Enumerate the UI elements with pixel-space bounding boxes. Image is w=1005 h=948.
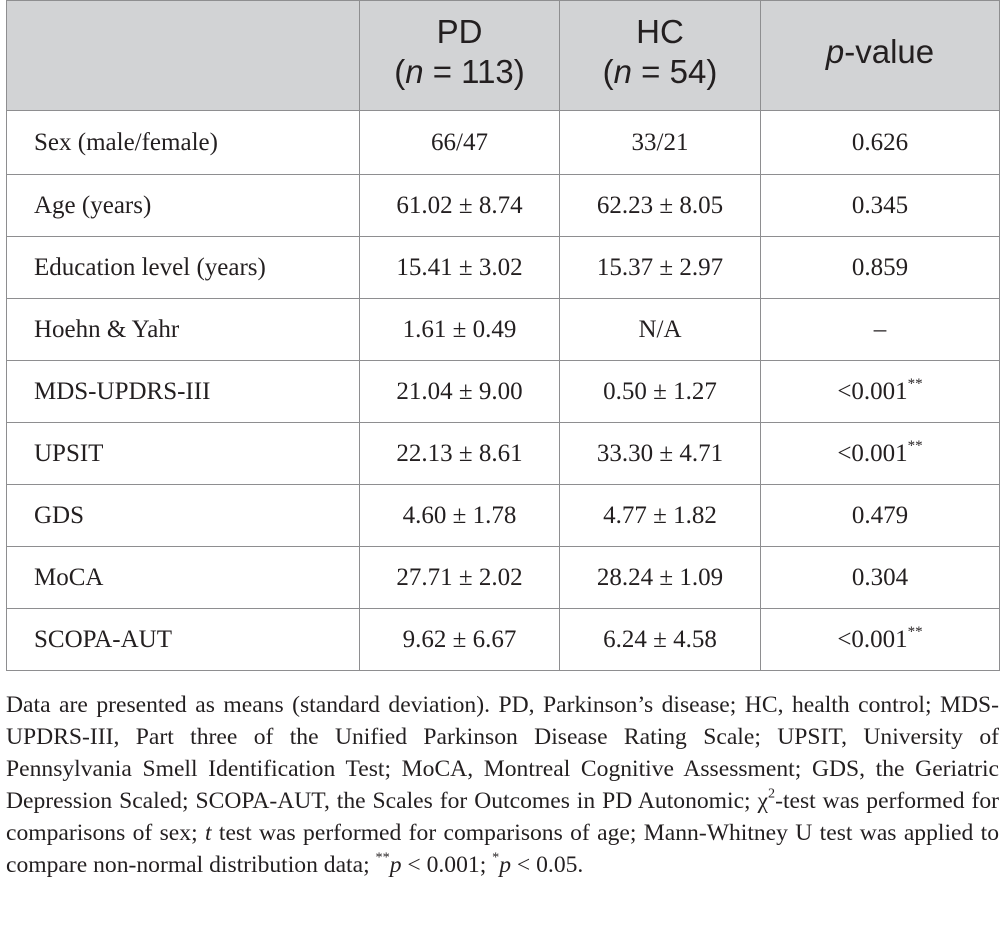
table-row xyxy=(7,299,1000,361)
table-row xyxy=(7,175,1000,237)
pd-value-cell: 9.62 ± 6.67 xyxy=(360,609,560,671)
p-value-cell: 0.345 xyxy=(761,175,1000,237)
row-label-cell: UPSIT xyxy=(7,423,360,485)
row-label-cell: Hoehn & Yahr xyxy=(7,299,360,361)
footnote-double-star: ** xyxy=(375,849,390,866)
table-body xyxy=(7,111,1000,671)
header-p-rest: -value xyxy=(844,32,935,70)
significance-stars: ** xyxy=(907,437,923,454)
footnote-text-5: < 0.05. xyxy=(511,852,584,878)
p-value-cell: 0.479 xyxy=(761,485,1000,547)
p-value-cell xyxy=(761,609,1000,671)
footnote-text-1: Data are presented as means (standard deviation). PD, Parkinson’s disease; HC, health control; MDS-UPDRS-III, Part three of the Unified Parkinson Disease Rating Scale; UPSIT, University of Pennsylvania Smell Identification Test; MoCA, Montreal Cognitive Assessment; GDS, the Geriatric Depression Scaled; SCOPA-AUT, the Scales for Outcomes in PD Autonomic; χ xyxy=(6,692,999,814)
hc-value-cell: 15.37 ± 2.97 xyxy=(560,237,761,299)
hc-value-cell: 62.23 ± 8.05 xyxy=(560,175,761,237)
pd-value-cell: 21.04 ± 9.00 xyxy=(360,361,560,423)
significance-stars: ** xyxy=(907,375,923,392)
header-p-italic: p xyxy=(825,32,845,70)
pd-value-cell: 22.13 ± 8.61 xyxy=(360,423,560,485)
p-value-cell xyxy=(761,361,1000,423)
p-value-cell: 0.304 xyxy=(761,547,1000,609)
header-hc-open-paren: ( xyxy=(602,52,614,90)
header-pd-count-value: = 113) xyxy=(423,52,525,90)
hc-value-cell: N/A xyxy=(560,299,761,361)
significance-stars: ** xyxy=(907,623,923,640)
header-p-value xyxy=(761,1,1000,111)
table-row xyxy=(7,361,1000,423)
p-value-cell: 0.859 xyxy=(761,237,1000,299)
table-row xyxy=(7,111,1000,175)
header-pd xyxy=(360,1,560,111)
header-hc-n: n xyxy=(613,52,633,90)
footnote-p-italic-1: p xyxy=(389,852,402,878)
pd-value-cell: 66/47 xyxy=(360,111,560,175)
table-footnote xyxy=(6,689,999,881)
footnote-text-4: < 0.001; xyxy=(401,852,493,878)
header-pd-label: PD xyxy=(436,12,483,50)
hc-value-cell: 4.77 ± 1.82 xyxy=(560,485,761,547)
row-label-cell: MDS-UPDRS-III xyxy=(7,361,360,423)
header-row xyxy=(7,1,1000,111)
pd-value-cell: 61.02 ± 8.74 xyxy=(360,175,560,237)
table-row xyxy=(7,423,1000,485)
pd-value-cell: 4.60 ± 1.78 xyxy=(360,485,560,547)
header-p-value-label xyxy=(761,32,999,72)
p-value-cell xyxy=(761,423,1000,485)
footnote-t-italic: t xyxy=(204,820,212,846)
p-value-cell: 0.626 xyxy=(761,111,1000,175)
table-row xyxy=(7,547,1000,609)
pd-value-cell: 15.41 ± 3.02 xyxy=(360,237,560,299)
header-hc xyxy=(560,1,761,111)
hc-value-cell: 0.50 ± 1.27 xyxy=(560,361,761,423)
header-pd-n: n xyxy=(405,52,424,90)
p-value-text: <0.001 xyxy=(837,439,908,467)
pd-value-cell: 1.61 ± 0.49 xyxy=(360,299,560,361)
demographics-table-container xyxy=(6,0,999,671)
table-row xyxy=(7,609,1000,671)
footnote-p-italic-2: p xyxy=(499,852,512,878)
header-pd-open-paren: ( xyxy=(394,52,406,90)
header-hc-count xyxy=(560,52,760,92)
footnote-single-star: * xyxy=(492,849,500,866)
hc-value-cell: 33/21 xyxy=(560,111,761,175)
row-label-cell: Education level (years) xyxy=(7,237,360,299)
footnote-text-3: test was performed for comparisons of age; Mann-Whitney U test was applied to compare non-normal distribution data; xyxy=(6,820,999,878)
header-pd-count xyxy=(360,52,559,92)
row-label-cell: Age (years) xyxy=(7,175,360,237)
header-corner-cell xyxy=(7,1,360,111)
p-value-text: <0.001 xyxy=(837,377,908,405)
hc-value-cell: 6.24 ± 4.58 xyxy=(560,609,761,671)
row-label-cell: MoCA xyxy=(7,547,360,609)
table-row xyxy=(7,485,1000,547)
hc-value-cell: 28.24 ± 1.09 xyxy=(560,547,761,609)
header-hc-count-value: = 54) xyxy=(632,52,718,90)
p-value-cell: – xyxy=(761,299,1000,361)
row-label-cell: Sex (male/female) xyxy=(7,111,360,175)
table-header xyxy=(7,1,1000,111)
p-value-text: <0.001 xyxy=(837,625,908,653)
table-row xyxy=(7,237,1000,299)
header-hc-label: HC xyxy=(636,12,684,50)
row-label-cell: SCOPA-AUT xyxy=(7,609,360,671)
demographics-table xyxy=(6,0,1000,671)
hc-value-cell: 33.30 ± 4.71 xyxy=(560,423,761,485)
pd-value-cell: 27.71 ± 2.02 xyxy=(360,547,560,609)
row-label-cell: GDS xyxy=(7,485,360,547)
footnote-chi-superscript: 2 xyxy=(768,785,776,802)
footnote-text-2: -test was performed for comparisons of sex; xyxy=(6,788,1000,846)
